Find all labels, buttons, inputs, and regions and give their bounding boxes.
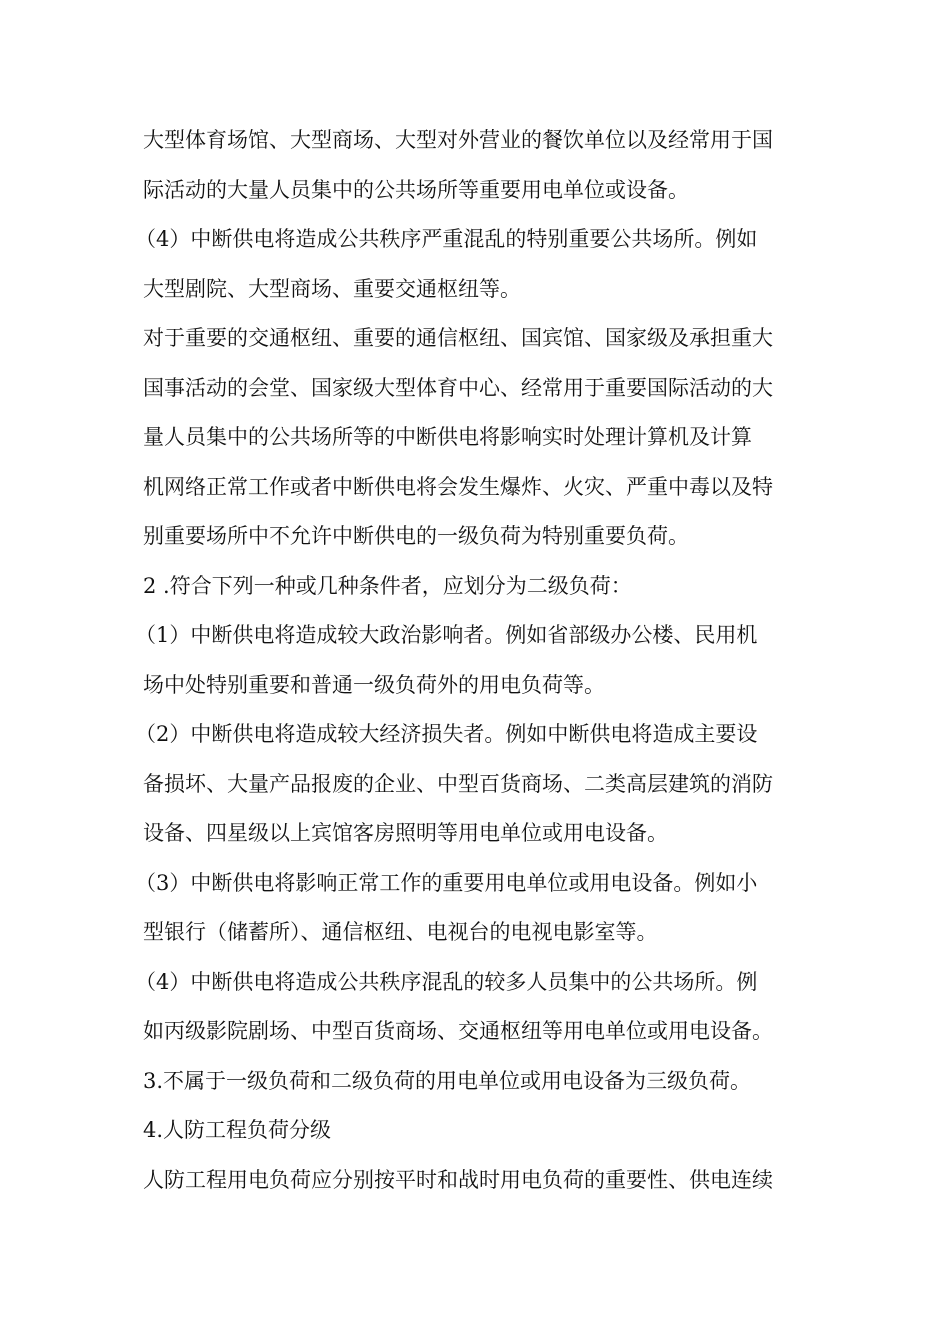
text-line: 机网络正常工作或者中断供电将会发生爆炸、火灾、严重中毒以及特 (143, 474, 773, 499)
text-line: （2）中断供电将造成较大经济损失者。例如中断供电将造成主要设 (135, 722, 758, 746)
text-line: 4.人防工程负荷分级 (143, 1118, 332, 1142)
text-line: 别重要场所中不允许中断供电的一级负荷为特别重要负荷。 (143, 524, 689, 548)
text-line: 2 .符合下列一种或几种条件者，应划分为二级负荷： (143, 573, 632, 598)
text-line: 对于重要的交通枢纽、重要的通信枢纽、国宾馆、国家级及承担重大 (143, 326, 773, 350)
text-line: （1）中断供电将造成较大政治影响者。例如省部级办公楼、民用机 (135, 623, 758, 647)
text-line: （3）中断供电将影响正常工作的重要用电单位或用电设备。例如小 (135, 870, 758, 895)
document-body (135, 116, 815, 1205)
text-line: 国事活动的会堂、国家级大型体育中心、经常用于重要国际活动的大 (143, 375, 773, 400)
text-line: 备损坏、大量产品报废的企业、中型百货商场、二类高层建筑的消防 (143, 771, 773, 796)
text-line: （4）中断供电将造成公共秩序严重混乱的特别重要公共场所。例如 (135, 227, 758, 251)
text-line: 场中处特别重要和普通一级负荷外的用电负荷等。 (143, 672, 605, 697)
text-line: 型银行（储蓄所）、通信枢纽、电视台的电视电影室等。 (143, 920, 658, 944)
text-line: 如丙级影院剧场、中型百货商场、交通枢纽等用电单位或用电设备。 (143, 1019, 773, 1043)
text-line: 3.不属于一级负荷和二级负荷的用电单位或用电设备为三级负荷。 (143, 1068, 752, 1093)
text-line: 量人员集中的公共场所等的中断供电将影响实时处理计算机及计算 (143, 425, 752, 449)
text-line: 大型体育场馆、大型商场、大型对外营业的餐饮单位以及经常用于国 (143, 128, 773, 152)
text-line: 人防工程用电负荷应分别按平时和战时用电负荷的重要性、供电连续 (143, 1167, 773, 1192)
text-line: 际活动的大量人员集中的公共场所等重要用电单位或设备。 (143, 177, 689, 202)
text-line: 设备、四星级以上宾馆客房照明等用电单位或用电设备。 (143, 821, 668, 845)
text-line: （4）中断供电将造成公共秩序混乱的较多人员集中的公共场所。例 (135, 969, 758, 994)
text-line: 大型剧院、大型商场、重要交通枢纽等。 (143, 276, 521, 301)
